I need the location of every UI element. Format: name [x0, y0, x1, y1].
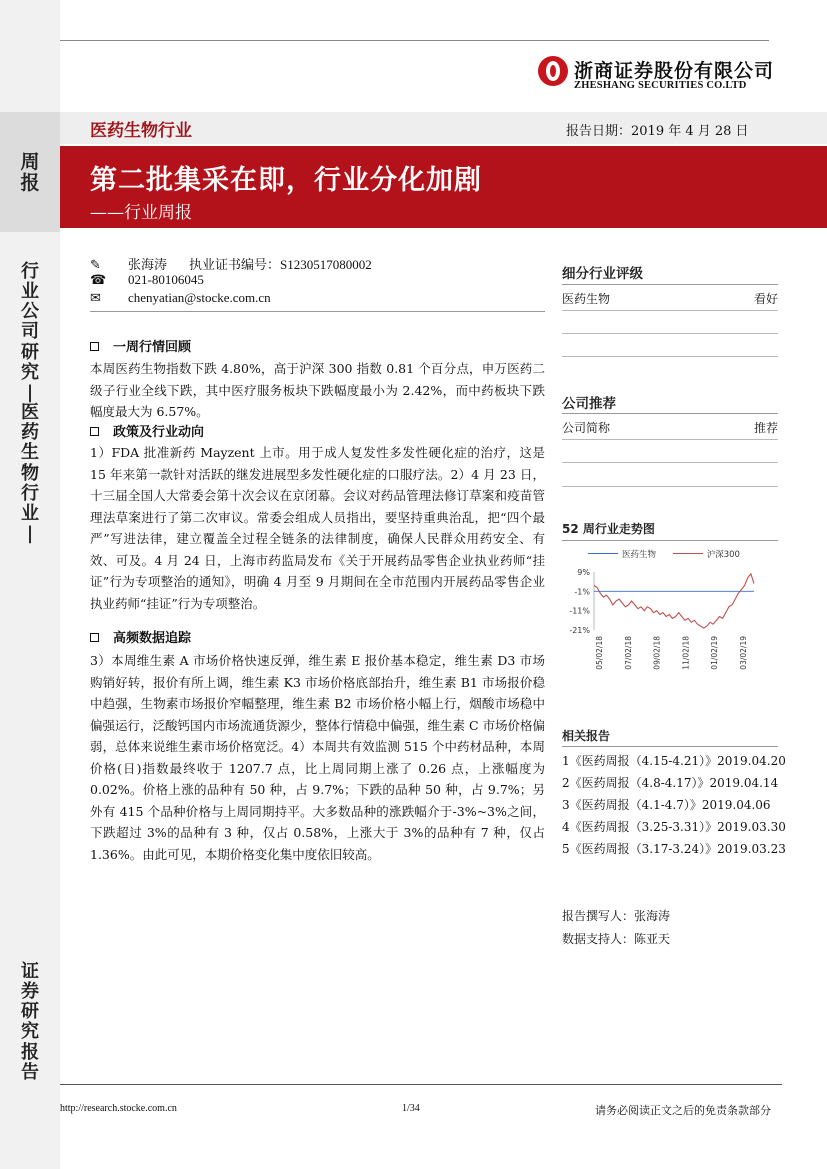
v-char: 行 [21, 261, 39, 282]
company-row-line [562, 462, 778, 463]
section-text-data: 3）本周维生素 A 市场价格快速反弹，维生素 E 报价基本稳定，维生素 D3 市场购销好转，报价有所上调，维生素 K3 市场价格底部抬升，维生素 B1 市场报价稳中趋强，生物素市场报价窄幅整理，维生素 B2 市场价格小幅上行，烟酸市场稳中偏强运行，泛酸钙国内市场流通货源少，整体行情稳中偏强，维生素 C 市场价格偏弱，总体来说维生素市场价格宽泛。4）本周共有效监测 515 个中药材品种，本周价格(日)指数最终收于 1207.7 点，比上周同期上涨了 0.26 点，上涨幅度为 0.02%。价格上涨的品种有 50 种，占 9.7%；下跌的品种 50 种，占 9.7%；另外有 415 个品种价格与上周同期持平。大多数品种的涨跌幅介于-3%~3%之间，下跌超过 3%的品种有 3 种，仅占 0.58%，上涨大于 3%的品种有 7 种，仅占 1.36%。由此可见，本期价格变化集中度依旧较高。 [90, 653, 546, 862]
page-number: 1/34 [402, 1103, 420, 1114]
checkbox-bullet-icon [90, 342, 99, 351]
v-char: 告 [21, 1061, 39, 1083]
v-char: 研 [21, 1001, 39, 1023]
phone-row [90, 272, 204, 288]
footer-url[interactable]: http://research.stocke.com.cn [60, 1103, 177, 1114]
v-char: 药 [21, 422, 39, 444]
rating-heading: 细分行业评级 [562, 266, 643, 282]
rating-row-line [562, 333, 778, 334]
y-tick-label: -11% [569, 606, 590, 616]
legend-item [673, 550, 740, 560]
section-text-market: 本周医药生物指数下跌 4.80%，高于沪深 300 指数 0.81 个百分点，申万医药二级子行业全线下跌，其中医疗服务板块下跌幅度最小为 2.42%，而中药板块下跌幅度最大为 6.57%。 [90, 361, 545, 419]
legend-swatch-pharma [588, 553, 618, 554]
x-tick-label: 07/02/18 [623, 636, 633, 670]
v-char: | [26, 381, 34, 403]
report-title: 第二批集采在即，行业分化加剧 [90, 165, 482, 196]
v-char: 证 [21, 961, 39, 982]
v-char: 报 [21, 1041, 39, 1063]
v-char: 公 [21, 301, 39, 323]
v-char: 物 [21, 462, 39, 484]
x-tick-label: 01/02/19 [710, 636, 720, 670]
company-heading: 公司推荐 [562, 396, 616, 412]
related-report-item[interactable]: 5《医药周报（3.17-3.24）》2019.03.23 [562, 842, 786, 856]
v-char: 周 [20, 151, 40, 173]
chart-legend [588, 548, 754, 560]
chart-rule [562, 540, 778, 541]
section-heading-market [90, 336, 191, 355]
v-char: 券 [21, 981, 39, 1003]
section-text-policy: 1）FDA 批准新药 Mayzent 上市。用于成人复发性多发性硬化症的治疗，这是 15 年来第一款针对活跃的继发进展型多发性硬化症的口服疗法。2）4 月 23 日，十三届全国人大常委会第十次会议在京闭幕。会议对药品管理法修订草案和疫苗管理法草案进行了第二次审议。常委会组成人员指出，要坚持重典治乱，把“四个最严”写进法律，建立覆盖全过程全链条的法律制度，确保人民群众用药安全、有效、可及。4 月 24 日，上海市药监局发布《关于开展药品零售企业执业药师“挂证”行为专项整治的通知》，明确 4 月至 9 月期间在全市范围内开展药品零售企业执业药师“挂证”行为专项整治。 [90, 445, 545, 611]
securities-report-vertical-label [0, 962, 60, 1083]
company-name-en: ZHESHANG SECURITIES CO.LTD [574, 80, 747, 91]
related-report-item[interactable]: 2《医药周报（4.8-4.17）》2019.04.14 [562, 776, 779, 790]
rating-row-line [562, 310, 778, 311]
pen-icon: ✎ [90, 258, 101, 273]
related-rule [562, 746, 778, 747]
v-char: 行 [21, 482, 39, 504]
company-name-cn: 浙商证券股份有限公司 [574, 60, 775, 82]
author-divider [90, 311, 545, 312]
legend-swatch-hs300 [673, 553, 703, 554]
company-header-row [562, 419, 778, 436]
legend-label-pharma: 医药生物 [622, 550, 657, 560]
legend-item [588, 550, 656, 560]
company-row-line [562, 486, 778, 487]
author-name: 张海涛 [128, 257, 168, 272]
rating-sector: 医药生物 [562, 292, 611, 306]
section-heading-policy [90, 421, 204, 440]
v-char: 研 [21, 341, 39, 363]
rating-row [562, 290, 778, 307]
v-char: 业 [21, 281, 39, 303]
section-heading-text: 一周行情回顾 [113, 340, 192, 355]
y-tick-label: -1% [574, 587, 590, 597]
top-rule [60, 40, 769, 41]
legend-label-hs300: 沪深300 [706, 550, 740, 560]
x-tick-label: 11/02/18 [681, 636, 691, 670]
logo-icon [538, 56, 568, 86]
v-char: 司 [21, 321, 39, 343]
x-tick-label: 05/02/18 [595, 636, 604, 670]
company-rule [562, 413, 778, 414]
footer-rule [60, 1084, 782, 1085]
y-tick-label: -21% [569, 626, 590, 635]
footer-disclaimer: 请务必阅读正文之后的免责条款部分 [595, 1104, 771, 1117]
mail-icon: ✉ [90, 291, 101, 306]
rating-row-line [562, 356, 778, 357]
report-writer: 报告撰写人：张海涛 [562, 909, 671, 923]
author-row [90, 254, 372, 273]
related-report-item[interactable]: 3《医药周报（4.1-4.7）》2019.04.06 [562, 798, 771, 812]
license-number: 执业证书编号：S1230517080002 [189, 257, 372, 272]
section-heading-text: 政策及行业动向 [113, 425, 205, 440]
related-report-item[interactable]: 1《医药周报（4.15-4.21）》2019.04.20 [562, 754, 786, 768]
checkbox-bullet-icon [90, 427, 99, 436]
related-report-item[interactable]: 4《医药周报（3.25-3.31）》2019.03.30 [562, 820, 786, 834]
chart-heading: 52 周行业走势图 [562, 522, 655, 536]
rating-value: 看好 [753, 292, 778, 306]
report-date: 报告日期：2019 年 4 月 28 日 [566, 124, 749, 139]
email-link[interactable]: chenyatian@stocke.com.cn [128, 290, 271, 305]
x-tick-label: 03/02/19 [739, 636, 748, 670]
rating-rule [562, 284, 778, 285]
section-heading-text: 高频数据追踪 [113, 631, 192, 646]
v-char: 生 [21, 442, 39, 464]
report-subtitle: ——行业周报 [90, 203, 192, 223]
company-col-recommend: 推荐 [753, 421, 778, 435]
v-char: 究 [21, 361, 39, 383]
y-tick-label: 9% [577, 568, 590, 577]
section-heading-data [90, 627, 191, 646]
weekly-vertical-label [0, 152, 60, 195]
v-char: 报 [20, 172, 40, 195]
email-row [90, 290, 271, 306]
x-tick-label: 09/02/18 [652, 636, 662, 670]
trend-chart [562, 562, 778, 682]
company-row-line [562, 439, 778, 440]
v-char: 究 [21, 1021, 39, 1043]
phone-icon: ☎ [90, 273, 107, 288]
related-heading: 相关报告 [562, 729, 611, 743]
v-char: 医 [21, 402, 39, 424]
data-supporter: 数据支持人：陈亚天 [562, 932, 671, 946]
v-char: 业 [21, 502, 39, 524]
checkbox-bullet-icon [90, 633, 99, 642]
phone-number: 021-80106045 [128, 272, 204, 287]
company-col-name: 公司简称 [562, 421, 611, 435]
v-char: | [26, 523, 34, 545]
industry-name: 医药生物行业 [90, 121, 192, 141]
series-line-hs300 [594, 574, 754, 628]
company-research-vertical-label [0, 262, 60, 544]
